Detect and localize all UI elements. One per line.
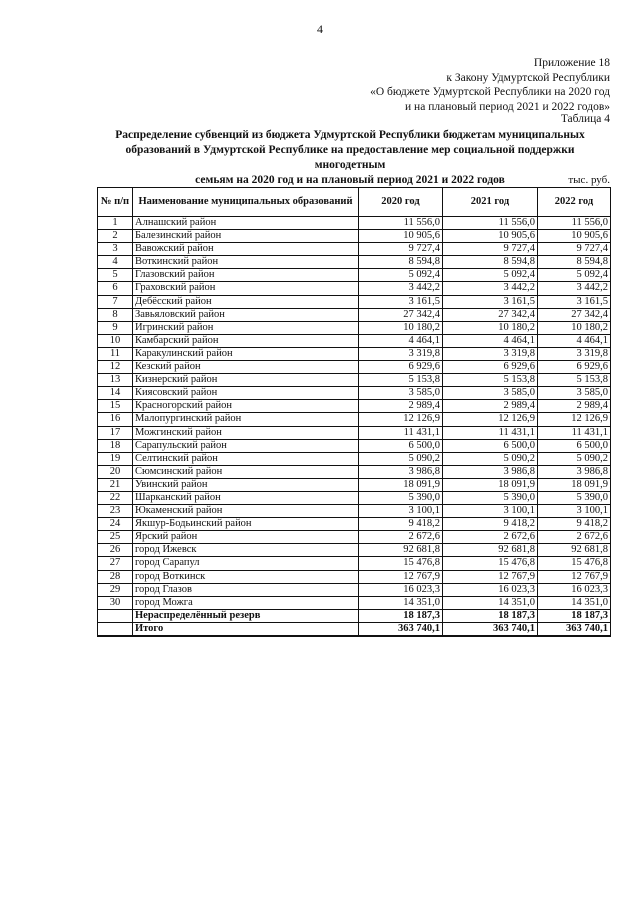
row-number: 13 [98, 374, 133, 387]
row-number: 7 [98, 295, 133, 308]
value-2020: 18 187,3 [359, 609, 443, 622]
value-2021: 3 986,8 [443, 465, 538, 478]
value-2022: 12 767,9 [538, 570, 611, 583]
value-2021: 3 442,2 [443, 282, 538, 295]
table-row [98, 518, 611, 531]
table-row [98, 243, 611, 256]
table-body [98, 217, 611, 637]
row-number: 29 [98, 583, 133, 596]
municipality-name: Сарапульский район [133, 439, 359, 452]
value-2021: 12 767,9 [443, 570, 538, 583]
value-2022: 3 319,8 [538, 347, 611, 360]
value-2020: 4 464,1 [359, 334, 443, 347]
municipality-name: Камбарский район [133, 334, 359, 347]
value-2022: 3 986,8 [538, 465, 611, 478]
table-row [98, 544, 611, 557]
value-2022: 2 989,4 [538, 400, 611, 413]
appendix-line: Приложение 18 [533, 57, 610, 69]
value-2020: 2 989,4 [359, 400, 443, 413]
appendix-header [370, 56, 610, 114]
value-2020: 11 431,1 [359, 426, 443, 439]
value-2021: 9 727,4 [443, 243, 538, 256]
value-2021: 6 929,6 [443, 361, 538, 374]
table-row [98, 361, 611, 374]
value-2022: 15 476,8 [538, 557, 611, 570]
table-row [98, 531, 611, 544]
value-2022: 363 740,1 [538, 622, 611, 636]
municipality-name: Шарканский район [133, 491, 359, 504]
value-2021: 10 905,6 [443, 230, 538, 243]
row-number: 24 [98, 518, 133, 531]
value-2022: 3 100,1 [538, 505, 611, 518]
table-row [98, 570, 611, 583]
value-2022: 18 091,9 [538, 478, 611, 491]
table-row [98, 426, 611, 439]
municipality-name: Кизнерский район [133, 374, 359, 387]
table-row [98, 321, 611, 334]
row-number: 12 [98, 361, 133, 374]
row-number: 6 [98, 282, 133, 295]
value-2022: 9 418,2 [538, 518, 611, 531]
title-line: Распределение субвенций из бюджета Удмуртской Республики бюджетам муниципальных [115, 129, 585, 141]
table-row [98, 256, 611, 269]
municipality-name: Сюмсинский район [133, 465, 359, 478]
row-number: 21 [98, 478, 133, 491]
value-2021: 92 681,8 [443, 544, 538, 557]
municipality-name: Каракулинский район [133, 347, 359, 360]
value-2021: 5 092,4 [443, 269, 538, 282]
value-2020: 12 767,9 [359, 570, 443, 583]
row-number: 10 [98, 334, 133, 347]
value-2022: 5 092,4 [538, 269, 611, 282]
value-2022: 18 187,3 [538, 609, 611, 622]
table-header-row [98, 188, 611, 217]
value-2022: 3 442,2 [538, 282, 611, 295]
row-number: 15 [98, 400, 133, 413]
municipality-name: город Глазов [133, 583, 359, 596]
municipality-name: Нераспределённый резерв [133, 609, 359, 622]
value-2021: 6 500,0 [443, 439, 538, 452]
value-2021: 5 390,0 [443, 491, 538, 504]
value-2021: 27 342,4 [443, 308, 538, 321]
row-number: 18 [98, 439, 133, 452]
value-2022: 92 681,8 [538, 544, 611, 557]
table-row [98, 374, 611, 387]
row-number: 25 [98, 531, 133, 544]
municipality-name: Красногорский район [133, 400, 359, 413]
value-2022: 5 390,0 [538, 491, 611, 504]
value-2021: 3 161,5 [443, 295, 538, 308]
value-2021: 2 989,4 [443, 400, 538, 413]
table-row [98, 465, 611, 478]
municipality-name: Юкаменский район [133, 505, 359, 518]
value-2020: 6 500,0 [359, 439, 443, 452]
municipality-name: Глазовский район [133, 269, 359, 282]
value-2021: 11 556,0 [443, 217, 538, 230]
value-2020: 3 986,8 [359, 465, 443, 478]
municipality-name: Игринский район [133, 321, 359, 334]
document-title [100, 128, 600, 188]
municipality-name: Селтинский район [133, 452, 359, 465]
row-number: 4 [98, 256, 133, 269]
table-row [98, 596, 611, 609]
municipality-name: Вавожский район [133, 243, 359, 256]
value-2020: 14 351,0 [359, 596, 443, 609]
row-number: 23 [98, 505, 133, 518]
value-2020: 92 681,8 [359, 544, 443, 557]
municipality-name: Киясовский район [133, 387, 359, 400]
municipality-name: Дебёсский район [133, 295, 359, 308]
row-number: 27 [98, 557, 133, 570]
value-2020: 16 023,3 [359, 583, 443, 596]
table-row [98, 217, 611, 230]
table-row [98, 282, 611, 295]
municipality-name: Завьяловский район [133, 308, 359, 321]
value-2022: 5 090,2 [538, 452, 611, 465]
title-line: образований в Удмуртской Республике на предоставление мер социальной поддержки многодетным [125, 144, 575, 171]
value-2022: 11 556,0 [538, 217, 611, 230]
value-2022: 11 431,1 [538, 426, 611, 439]
row-number: 2 [98, 230, 133, 243]
value-2022: 3 161,5 [538, 295, 611, 308]
table-row [98, 334, 611, 347]
municipality-name: Итого [133, 622, 359, 636]
row-number: 3 [98, 243, 133, 256]
value-2022: 12 126,9 [538, 413, 611, 426]
value-2021: 5 153,8 [443, 374, 538, 387]
value-2021: 3 319,8 [443, 347, 538, 360]
value-2021: 3 100,1 [443, 505, 538, 518]
row-number: 26 [98, 544, 133, 557]
municipality-name: Малопургинский район [133, 413, 359, 426]
value-2022: 6 500,0 [538, 439, 611, 452]
value-2021: 14 351,0 [443, 596, 538, 609]
currency-unit: тыс. руб. [568, 174, 610, 186]
row-number: 19 [98, 452, 133, 465]
table-row [98, 557, 611, 570]
table-row [98, 609, 611, 622]
municipality-name: город Воткинск [133, 570, 359, 583]
value-2020: 18 091,9 [359, 478, 443, 491]
value-2020: 9 418,2 [359, 518, 443, 531]
value-2020: 5 090,2 [359, 452, 443, 465]
municipality-name: Увинский район [133, 478, 359, 491]
appendix-line: и на плановый период 2021 и 2022 годов» [405, 100, 610, 113]
value-2021: 18 091,9 [443, 478, 538, 491]
table-label: Таблица 4 [560, 113, 610, 125]
municipality-name: Ярский район [133, 531, 359, 544]
value-2021: 2 672,6 [443, 531, 538, 544]
row-number: 17 [98, 426, 133, 439]
value-2022: 6 929,6 [538, 361, 611, 374]
value-2021: 5 090,2 [443, 452, 538, 465]
value-2020: 8 594,8 [359, 256, 443, 269]
value-2020: 2 672,6 [359, 531, 443, 544]
value-2021: 15 476,8 [443, 557, 538, 570]
table-row [98, 452, 611, 465]
value-2020: 6 929,6 [359, 361, 443, 374]
row-number: 16 [98, 413, 133, 426]
row-number: 1 [98, 217, 133, 230]
value-2021: 11 431,1 [443, 426, 538, 439]
value-2020: 27 342,4 [359, 308, 443, 321]
subsidy-table-wrapper [97, 187, 611, 637]
table-row [98, 387, 611, 400]
value-2022: 10 905,6 [538, 230, 611, 243]
row-number: 22 [98, 491, 133, 504]
value-2020: 3 100,1 [359, 505, 443, 518]
value-2022: 4 464,1 [538, 334, 611, 347]
row-number: 28 [98, 570, 133, 583]
value-2022: 8 594,8 [538, 256, 611, 269]
subsidy-table [97, 187, 611, 637]
row-number: 9 [98, 321, 133, 334]
value-2022: 27 342,4 [538, 308, 611, 321]
appendix-line: «О бюджете Удмуртской Республики на 2020 год [370, 86, 610, 98]
value-2021: 18 187,3 [443, 609, 538, 622]
value-2021: 8 594,8 [443, 256, 538, 269]
table-row [98, 230, 611, 243]
table-row [98, 308, 611, 321]
municipality-name: Можгинский район [133, 426, 359, 439]
value-2020: 3 442,2 [359, 282, 443, 295]
value-2022: 16 023,3 [538, 583, 611, 596]
table-row [98, 347, 611, 360]
row-number: 30 [98, 596, 133, 609]
value-2020: 3 319,8 [359, 347, 443, 360]
row-number: 14 [98, 387, 133, 400]
value-2022: 9 727,4 [538, 243, 611, 256]
value-2020: 10 180,2 [359, 321, 443, 334]
title-line: семьям на 2020 год и на плановый период 2021 и 2022 годов [195, 174, 505, 186]
value-2020: 3 161,5 [359, 295, 443, 308]
header-name: Наименование муниципальных образований [133, 188, 359, 217]
table-row [98, 491, 611, 504]
table-row [98, 622, 611, 636]
municipality-name: город Можга [133, 596, 359, 609]
value-2020: 3 585,0 [359, 387, 443, 400]
municipality-name: Алнашский район [133, 217, 359, 230]
row-number: 11 [98, 347, 133, 360]
value-2021: 16 023,3 [443, 583, 538, 596]
row-number: 5 [98, 269, 133, 282]
value-2020: 9 727,4 [359, 243, 443, 256]
table-row [98, 269, 611, 282]
value-2020: 5 153,8 [359, 374, 443, 387]
municipality-name: Балезинский район [133, 230, 359, 243]
value-2021: 4 464,1 [443, 334, 538, 347]
value-2020: 363 740,1 [359, 622, 443, 636]
value-2022: 5 153,8 [538, 374, 611, 387]
page-number: 4 [317, 22, 323, 36]
value-2020: 5 390,0 [359, 491, 443, 504]
municipality-name: город Ижевск [133, 544, 359, 557]
table-row [98, 413, 611, 426]
municipality-name: Кезский район [133, 361, 359, 374]
appendix-line: к Закону Удмуртской Республики [446, 71, 610, 84]
municipality-name: Якшур-Бодьинский район [133, 518, 359, 531]
row-number [98, 609, 133, 622]
value-2020: 11 556,0 [359, 217, 443, 230]
municipality-name: Граховский район [133, 282, 359, 295]
value-2020: 10 905,6 [359, 230, 443, 243]
municipality-name: город Сарапул [133, 557, 359, 570]
value-2021: 3 585,0 [443, 387, 538, 400]
table-row [98, 295, 611, 308]
table-row [98, 505, 611, 518]
value-2022: 14 351,0 [538, 596, 611, 609]
value-2020: 15 476,8 [359, 557, 443, 570]
table-row [98, 583, 611, 596]
value-2021: 363 740,1 [443, 622, 538, 636]
value-2021: 9 418,2 [443, 518, 538, 531]
header-2021: 2021 год [443, 188, 538, 217]
table-row [98, 400, 611, 413]
value-2020: 5 092,4 [359, 269, 443, 282]
row-number: 20 [98, 465, 133, 478]
header-number: № п/п [98, 188, 133, 217]
header-2022: 2022 год [538, 188, 611, 217]
municipality-name: Воткинский район [133, 256, 359, 269]
row-number [98, 622, 133, 636]
table-row [98, 478, 611, 491]
value-2021: 12 126,9 [443, 413, 538, 426]
value-2022: 3 585,0 [538, 387, 611, 400]
value-2020: 12 126,9 [359, 413, 443, 426]
value-2022: 2 672,6 [538, 531, 611, 544]
row-number: 8 [98, 308, 133, 321]
header-2020: 2020 год [359, 188, 443, 217]
table-row [98, 439, 611, 452]
value-2021: 10 180,2 [443, 321, 538, 334]
value-2022: 10 180,2 [538, 321, 611, 334]
